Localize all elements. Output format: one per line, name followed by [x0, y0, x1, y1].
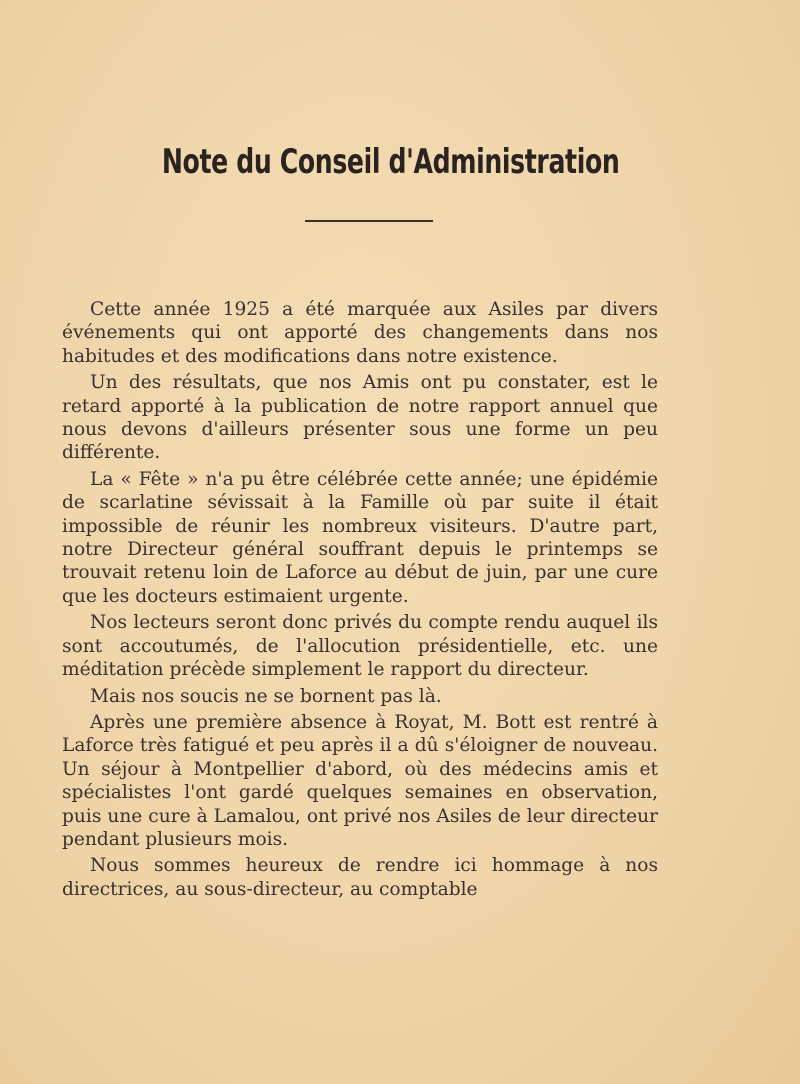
page-title: Note du Conseil d'Administration: [161, 142, 620, 182]
paragraph: Un des résultats, que nos Amis ont pu constater, est le retard apporté à la publication de notre rapport annuel que nous devons d'ailleurs présenter sous une forme un peu différente.: [62, 372, 658, 464]
paragraph: Nos lecteurs seront donc privés du compte rendu auquel ils sont accoutumés, de l'allocution présidentielle, etc. une méditation précède simplement le rapport du directeur.: [62, 612, 658, 681]
paragraph: Nous sommes heureux de rendre ici hommage à nos directrices, au sous-directeur, au comptable: [62, 855, 658, 900]
title-divider: [305, 220, 433, 222]
body-text: [62, 298, 658, 904]
paragraph: Cette année 1925 a été marquée aux Asiles par divers événements qui ont apporté des changements dans nos habitudes et des modifications dans notre existence.: [62, 299, 658, 367]
paragraph: Après une première absence à Royat, M. Bott est rentré à Laforce très fatigué et peu après il a dû s'éloigner de nouveau. Un séjour à Montpellier d'abord, où des médecins amis et spécialistes l'ont gardé quelques semaines en observation, puis une cure à Lamalou, ont privé nos Asiles de leur directeur pendant plusieurs mois.: [62, 711, 658, 850]
paragraph: La « Fête » n'a pu être célébrée cette année; une épidémie de scarlatine sévissait à la Famille où par suite il était impossible de réunir les nombreux visiteurs. D'autre part, notre Directeur général souffrant depuis le printemps se trouvait retenu loin de Laforce au début de juin, par une cure que les docteurs estimaient urgente.: [62, 468, 658, 607]
paragraph: Mais nos soucis ne se bornent pas là.: [90, 685, 442, 707]
